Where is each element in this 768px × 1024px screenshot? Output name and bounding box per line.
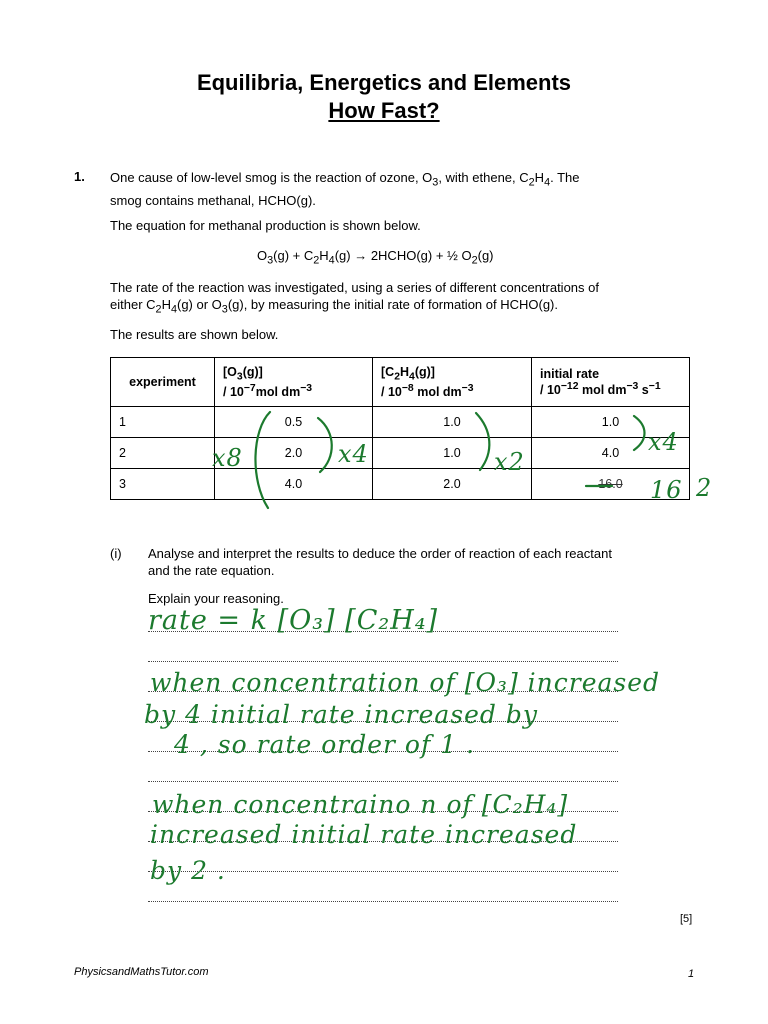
hw-answer-line-2: when concentration of [O₃] increased (150, 668, 661, 697)
hw-2: 2 (696, 474, 713, 502)
cell-rate: 16.0 (532, 469, 690, 500)
hw-answer-line-3: by 4 initial rate increased by (144, 700, 539, 729)
cell-o3: 0.5 (215, 407, 373, 438)
part-label: (i) (110, 546, 122, 561)
hw-x4-b: x4 (648, 428, 679, 456)
cell-experiment: 3 (111, 469, 215, 500)
cell-o3: 4.0 (215, 469, 373, 500)
cell-c2h4: 1.0 (373, 438, 532, 469)
hw-answer-line-6: increased initial rate increased (150, 820, 578, 849)
hw-16: 16 (650, 476, 683, 504)
table-header-row (111, 358, 690, 407)
question-intro: One cause of low-level smog is the reaction of ozone, $O_3$, with ethene, $C_2H_4$. The smog contains methanal, HCHO(g). (110, 170, 580, 208)
cell-experiment: 1 (111, 407, 215, 438)
hw-x2: x2 (494, 448, 525, 476)
cell-experiment: 2 (111, 438, 215, 469)
hw-answer-line-4: 4 , so rate order of 1 . (174, 730, 475, 759)
cell-rate: 4.0 (532, 438, 690, 469)
hw-answer-line-5: when concentraino n of [C₂H₄] (152, 790, 569, 819)
page-title: Equilibria, Energetics and Elements (196, 70, 572, 95)
page-subtitle: How Fast? (328, 98, 440, 123)
answer-line (148, 661, 618, 662)
question-number: 1. (74, 169, 85, 184)
cell-c2h4: 1.0 (373, 407, 532, 438)
results-table (110, 357, 690, 500)
hw-answer-line-7: by 2 . (150, 856, 226, 885)
table-row (111, 469, 690, 500)
hw-x8: x8 (212, 444, 243, 472)
answer-line (148, 781, 618, 782)
page-number: 1 (688, 968, 695, 980)
answer-line (148, 901, 618, 902)
cell-c2h4: 2.0 (373, 469, 532, 500)
equation-intro: The equation for methanal production is shown below. (110, 218, 421, 233)
cell-o3: 2.0 (215, 438, 373, 469)
header-c2h4: $[C_2H_4(g)]$ / $10^{-8}$ mol $dm^{-3}$ (373, 358, 532, 407)
header-experiment: experiment (111, 358, 215, 407)
cell-rate: 1.0 (532, 407, 690, 438)
rate-text: The rate of the reaction was investigated, using a series of different concentrations of either $C_2H_4(g)$ or $O_3(g)$, by measuring the initial rate of formation of HCHO(g). (110, 280, 599, 316)
table-row (111, 407, 690, 438)
table-row (111, 438, 690, 469)
marks: [5] (680, 913, 693, 925)
results-intro: The results are shown below. (110, 327, 279, 342)
header-o3: $[O_3(g)]$ / $10^{-7}mol$ $dm^{-3}$ (215, 358, 373, 407)
header-rate: initial rate / $10^{-12}$ mol $dm^{-3}$ $s^{-1}$ (532, 358, 690, 407)
hw-x4-a: x4 (338, 440, 369, 468)
hw-answer-line-1: rate = k [O₃] [C₂H₄] (148, 605, 439, 636)
part-text: Analyse and interpret the results to deduce the order of reaction of each reactant and the rate equation. (148, 546, 612, 578)
explain-text: Explain your reasoning. (148, 591, 284, 606)
equation: $O_3(g) + C_2H_4(g)$ → 2HCHO(g) + ½ $O_2(g)$ (257, 248, 494, 267)
footer-source: PhysicsandMathsTutor.com (74, 966, 209, 978)
